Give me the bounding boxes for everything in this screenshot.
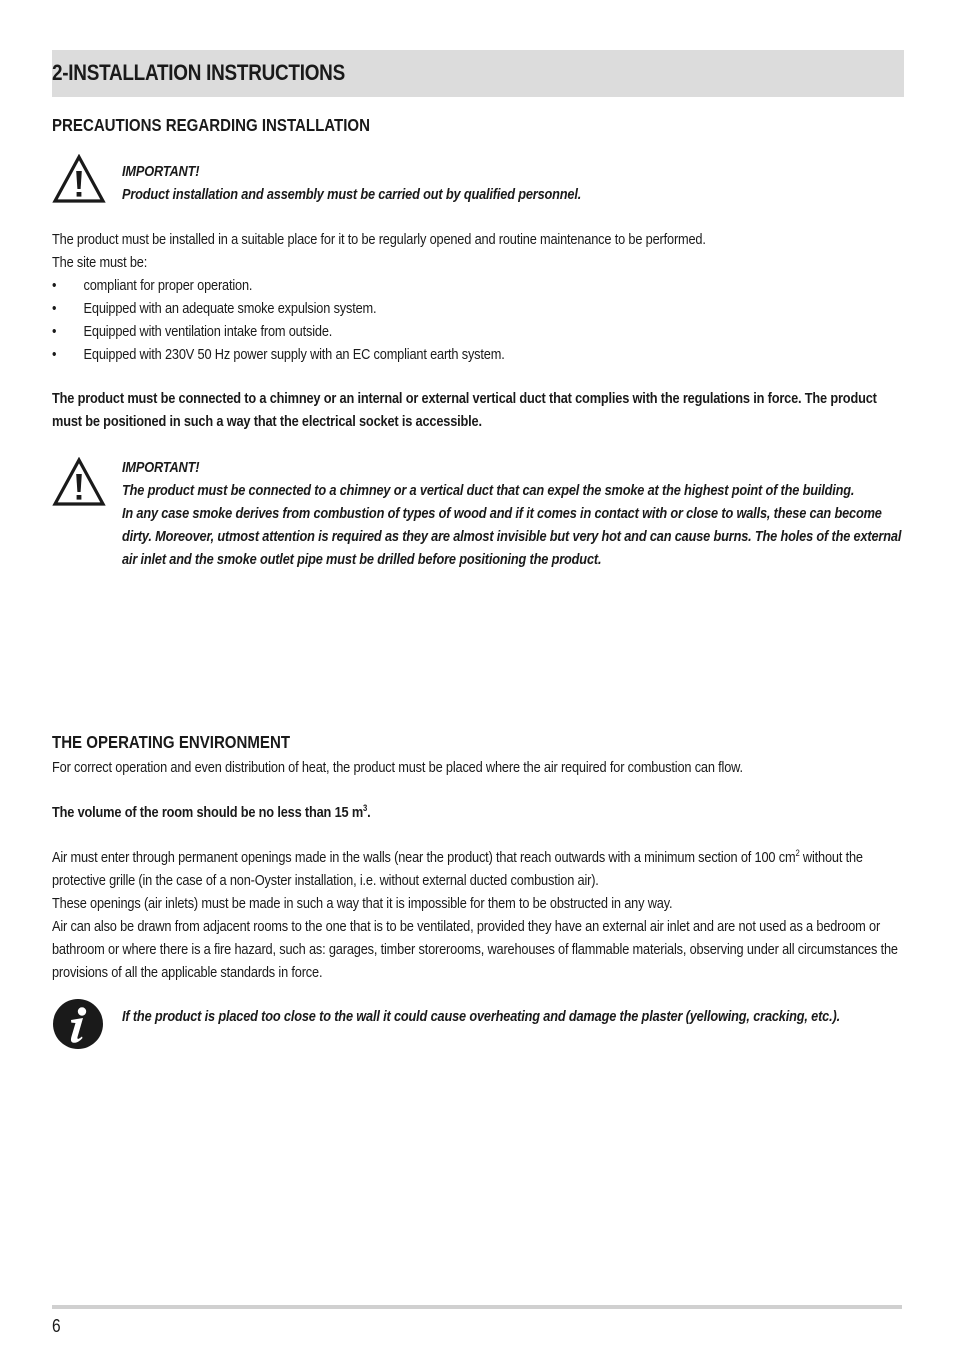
info-note-text: If the product is placed too close to the wall it could cause overheating and damage the plaster (yellowing, cracking, etc.). (122, 1008, 840, 1025)
warning-triangle-icon (52, 457, 106, 507)
list-item: • Equipped with ventilation intake from outside. (52, 323, 333, 340)
intro-line-2: The site must be: (52, 254, 148, 271)
page-number: 6 (52, 1316, 61, 1336)
list-item: • Equipped with an adequate smoke expulsion system. (52, 300, 377, 317)
warning-label: IMPORTANT! (122, 459, 200, 476)
warning-text: Product installation and assembly must be carried out by qualified personnel. (122, 186, 582, 203)
list-item: • compliant for proper operation. (52, 277, 253, 294)
section-heading-operating-environment: THE OPERATING ENVIRONMENT (52, 732, 291, 752)
list-item: • Equipped with 230V 50 Hz power supply with an EC compliant earth system. (52, 346, 505, 363)
warning-note-qualified-personnel (122, 160, 904, 206)
installation-site-requirements (52, 228, 904, 366)
operating-environment-intro (52, 756, 904, 779)
chimney-connection-text: The product must be connected to a chimney or an internal or external vertical duct that complies with the regulations in force. The product must be positioned in such a way that the electrical socket is accessible. (52, 390, 877, 430)
page-title-bar (52, 50, 904, 97)
section-heading-precautions: PRECAUTIONS REGARDING INSTALLATION (52, 115, 370, 135)
intro-line-1: The product must be installed in a suitable place for it to be regularly opened and routine maintenance to be performed. (52, 231, 706, 248)
warning-text: In any case smoke derives from combustion of types of wood and if it comes in contact with or close to walls, these can become dirty. Moreover, utmost attention is required as they are almost invisible but very hot and can cause burns. The holes of the external air inlet and the smoke outlet pipe must be drilled before positioning the product. (122, 505, 902, 568)
adjacent-rooms-text: Air can also be drawn from adjacent rooms to the one that is to be ventilated, provided they have an external air inlet and are not used as a bedroom or bathroom or where there is a fire hazard, such as: garages, timber storerooms, warehouses of flammable materials, observing under all circumstances the provisions of all the applicable standards in force. (52, 918, 898, 981)
info-note-wall-distance (122, 1005, 904, 1028)
warning-note-chimney (122, 456, 904, 571)
warning-triangle-icon (52, 154, 106, 204)
footer-divider (52, 1305, 902, 1309)
room-volume-requirement (52, 801, 904, 824)
openings-text: These openings (air inlets) must be made in such a way that it is impossible for them to be obstructed in any way. (52, 895, 673, 912)
site-requirements-list (52, 274, 904, 366)
page-title: 2-INSTALLATION INSTRUCTIONS (52, 60, 345, 85)
room-volume-text: The volume of the room should be no less than 15 $m^3$. (52, 803, 371, 821)
air-intake-paragraphs (52, 846, 904, 984)
warning-text: The product must be connected to a chimney or a vertical duct that can expel the smoke at the highest point of the building. (122, 482, 855, 499)
warning-label: IMPORTANT! (122, 163, 200, 180)
info-circle-icon (52, 998, 104, 1050)
air-intake-text: Air must enter through permanent openings made in the walls (near the product) that reach outwards with a minimum section of 100 $cm^2$ without the protective grille (in the case of a non-Oyster installation, i.e. without external ducted combustion air). (52, 848, 863, 889)
operating-environment-text: For correct operation and even distribution of heat, the product must be placed where the air required for combustion can flow. (52, 759, 743, 776)
chimney-connection-paragraph (52, 387, 904, 433)
